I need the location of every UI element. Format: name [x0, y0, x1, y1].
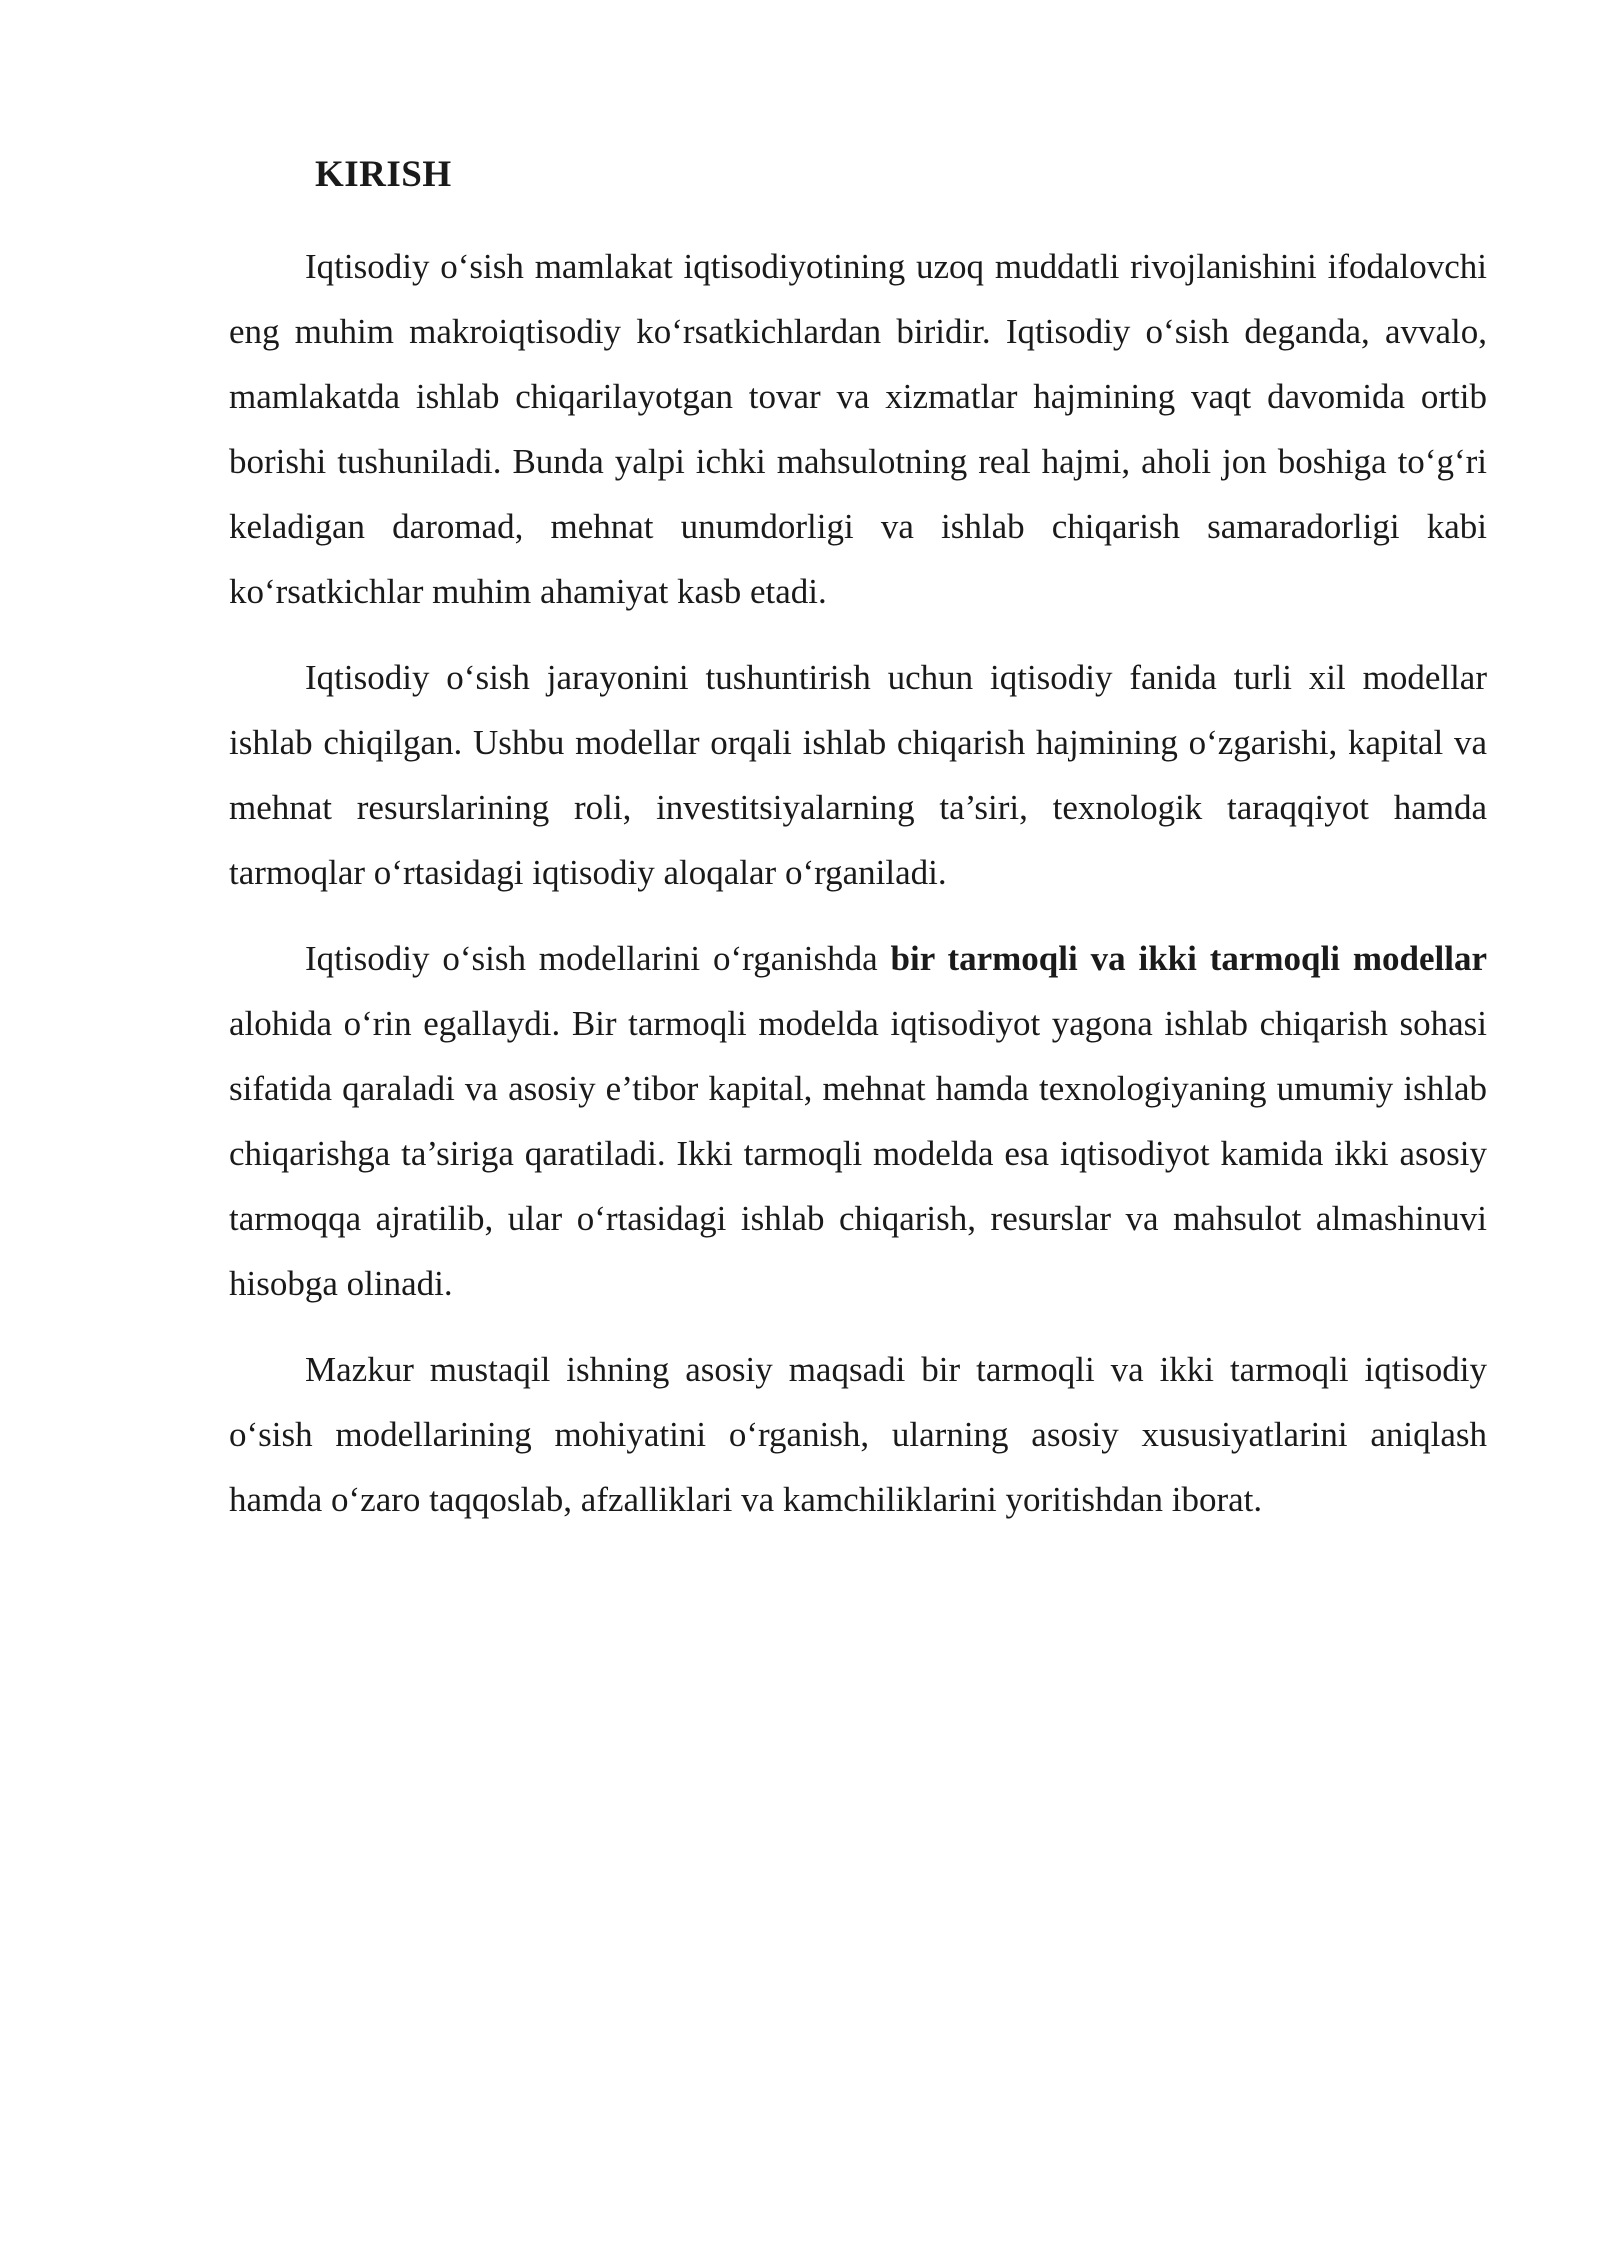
paragraph-1: Iqtisodiy o‘sish mamlakat iqtisodiyotining uzoq muddatli rivojlanishini ifodalovchi eng muhim makroiqtisodiy ko‘rsatkichlardan biridir. Iqtisodiy o‘sish deganda, avvalo, mamlakatda ishlab chiqarilayotgan tovar va xizmatlar hajmining vaqt davomida ortib borishi tushuniladi. Bunda yalpi ichki mahsulotning real hajmi, aholi jon boshiga to‘g‘ri keladigan daromad, mehnat unumdorligi va ishlab chiqarish samaradorligi kabi ko‘rsatkichlar muhim ahamiyat kasb etadi. [229, 247, 1487, 611]
page-title: KIRISH [315, 154, 452, 195]
document-body [229, 234, 1487, 1553]
paragraph-4: Mazkur mustaqil ishning asosiy maqsadi bir tarmoqli va ikki tarmoqli iqtisodiy o‘sish modellarining mohiyatini o‘rganish, ularning asosiy xususiyatlarini aniqlash hamda o‘zaro taqqoslab, afzalliklari va kamchiliklarini yoritishdan iborat. [229, 1350, 1487, 1519]
paragraph-3-emphasis: bir tarmoqli va ikki tarmoqli modellar [890, 939, 1487, 978]
paragraph-3 [229, 926, 1487, 1316]
paragraph-3-lead: Iqtisodiy o‘sish modellarini o‘rganishda [305, 939, 891, 978]
paragraph-2: Iqtisodiy o‘sish jarayonini tushuntirish uchun iqtisodiy fanida turli xil modellar ishlab chiqilgan. Ushbu modellar orqali ishlab chiqarish hajmining o‘zgarishi, kapital va mehnat resurslarining roli, investitsiyalarning ta’siri, texnologik taraqqiyot hamda tarmoqlar o‘rtasidagi iqtisodiy aloqalar o‘rganiladi. [229, 658, 1487, 892]
paragraph-3-rest: alohida o‘rin egallaydi. Bir tarmoqli modelda iqtisodiyot yagona ishlab chiqarish sohasi sifatida qaraladi va asosiy e’tibor kapital, mehnat hamda texnologiyaning umumiy ishlab chiqarishga ta’siriga qaratiladi. Ikki tarmoqli modelda esa iqtisodiyot kamida ikki asosiy tarmoqqa ajratilib, ular o‘rtasidagi ishlab chiqarish, resurslar va mahsulot almashinuvi hisobga olinadi. [229, 1004, 1487, 1303]
